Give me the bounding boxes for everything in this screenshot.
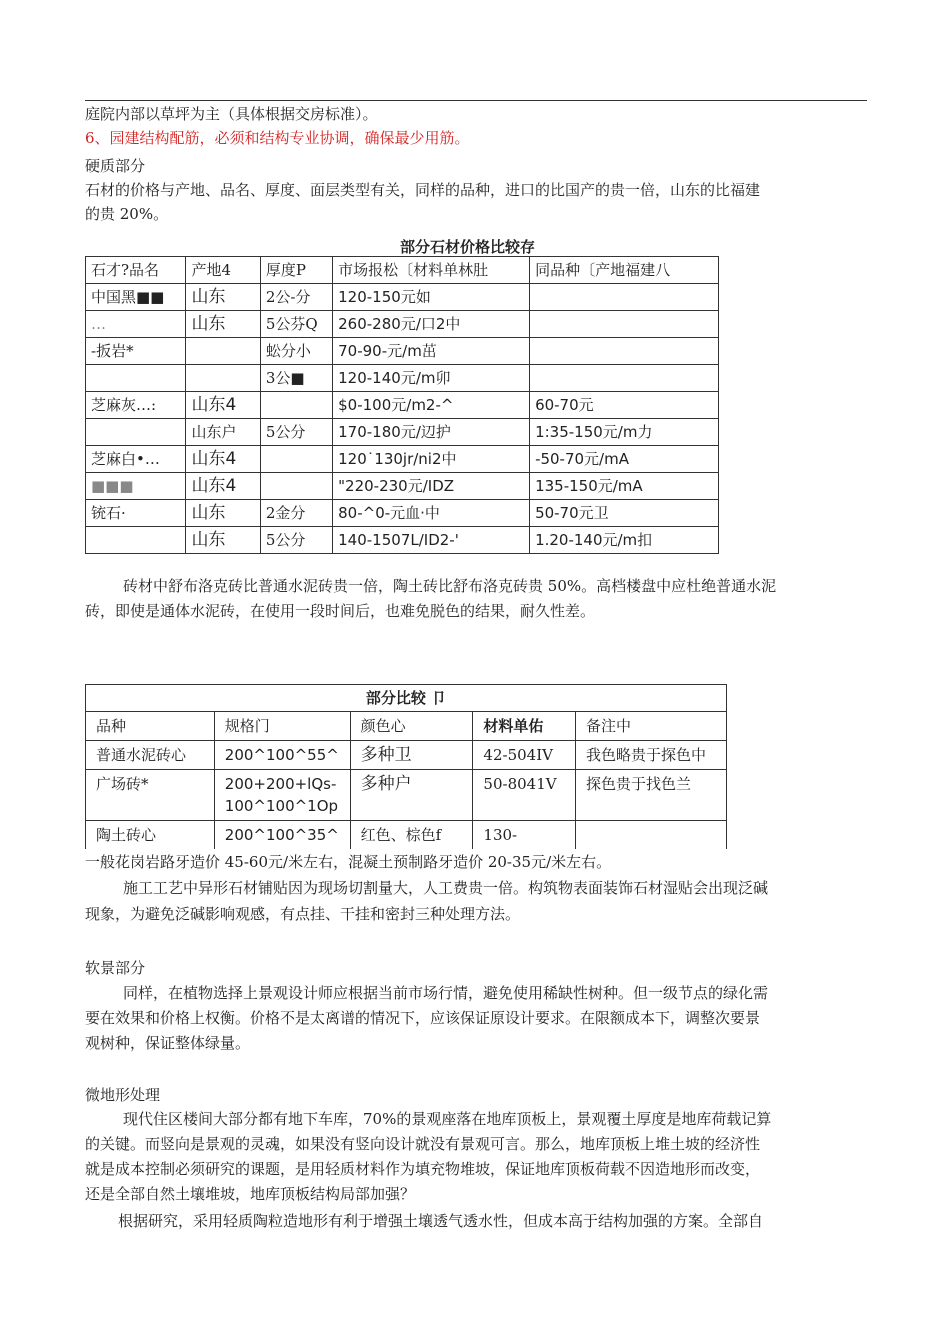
paragraph-stone-b: 的贵 20%。 bbox=[85, 205, 169, 223]
table-cell: 60-70元 bbox=[530, 392, 719, 419]
table-cell bbox=[260, 446, 332, 473]
table-cell: 山东 bbox=[186, 500, 260, 527]
table-cell: 山东 bbox=[186, 311, 260, 338]
heading-hardscape: 硬质部分 bbox=[85, 157, 146, 175]
table-cell bbox=[530, 284, 719, 311]
paragraph-craft-b: 现象，为避免泛碱影响观感，有点挂、干挂和密封三种处理方法。 bbox=[85, 905, 521, 923]
table-cell: 120-150元如 bbox=[333, 284, 530, 311]
table-cell: 2公-分 bbox=[260, 284, 332, 311]
table-cell: 80-^0-元血·中 bbox=[333, 500, 530, 527]
table-row bbox=[86, 392, 719, 419]
paragraph-curb-price: 一般花岗岩路牙造价 45-60元/米左右，混凝土预制路牙造价 20-35元/米左右。 bbox=[85, 853, 612, 871]
paragraph-terrain-b: 的关键。而竖向是景观的灵魂，如果没有竖向设计就没有景观可言。那么，地库顶板上堆土坡的经济性 bbox=[85, 1135, 761, 1153]
table-cell: 蚣分小 bbox=[260, 338, 332, 365]
table-cell: 多种卫 bbox=[350, 741, 473, 770]
paragraph-rebar: 6、园建结构配筋，必须和结构专业协调，确保最少用筋。 bbox=[85, 129, 470, 147]
header-cell: 品种 bbox=[86, 712, 215, 741]
table-row bbox=[86, 311, 719, 338]
table-cell: 我色略贵于探色中 bbox=[576, 741, 727, 770]
table-row bbox=[86, 338, 719, 365]
stone-price-table bbox=[85, 256, 719, 554]
table1-caption: 部分石材价格比较存 bbox=[400, 238, 536, 256]
header-cell: 产地4 bbox=[186, 257, 260, 284]
table-cell: 山东户 bbox=[186, 419, 260, 446]
paragraph-stone-a: 石材的价格与产地、品名、厚度、面层类型有关，同样的品种，进口的比国产的贵一倍，山东的比福建 bbox=[85, 181, 761, 199]
table-cell: 山东4 bbox=[186, 473, 260, 500]
table-cell: 中国黑■■ bbox=[86, 284, 186, 311]
table-cell: 3公■ bbox=[260, 365, 332, 392]
paragraph-terrain-d: 还是全部自然土壤堆坡，地库顶板结构局部加强？ bbox=[85, 1185, 416, 1203]
table-cell: 山东4 bbox=[186, 446, 260, 473]
table-header-row bbox=[86, 257, 719, 284]
table-cell: 铳石· bbox=[86, 500, 186, 527]
table-cell: 42-504IV bbox=[473, 741, 576, 770]
header-cell: 规格门 bbox=[214, 712, 350, 741]
table-cell: 70-90-元/m茁 bbox=[333, 338, 530, 365]
header-rule bbox=[85, 100, 867, 101]
table-cell: 200+200+lQs-100^100^1Op bbox=[214, 770, 350, 821]
paragraph-plants-a: 同样，在植物选择上景观设计师应根据当前市场行情，避免使用稀缺性树种。但一级节点的绿化需 bbox=[123, 984, 769, 1002]
table-cell: … bbox=[86, 311, 186, 338]
table-cell: "220-230元/IDZ bbox=[333, 473, 530, 500]
table-cell: 50-8041V bbox=[473, 770, 576, 821]
paragraph-craft-a: 施工工艺中异形石材铺贴因为现场切割量大，人工费贵一倍。构筑物表面装饰石材湿贴会出现泛碱 bbox=[123, 879, 769, 897]
table-cell bbox=[576, 821, 727, 850]
header-cell: 备注中 bbox=[576, 712, 727, 741]
table-cell bbox=[530, 365, 719, 392]
table-caption-row bbox=[86, 685, 727, 712]
table-cell: 普通水泥砖心 bbox=[86, 741, 215, 770]
paragraph-plants-c: 观树种，保证整体绿量。 bbox=[85, 1034, 251, 1052]
table-cell: 多种户 bbox=[350, 770, 473, 821]
table-cell: 135-150元/mA bbox=[530, 473, 719, 500]
table-cell: 120˙130jr/ni2中 bbox=[333, 446, 530, 473]
brick-comparison-table bbox=[85, 684, 727, 849]
table-cell bbox=[86, 365, 186, 392]
table-cell: -50-70元/mA bbox=[530, 446, 719, 473]
table-cell: 2金分 bbox=[260, 500, 332, 527]
header-cell: 市场报松〔材料单林肚 bbox=[333, 257, 530, 284]
table-row bbox=[86, 770, 727, 821]
table-header-row bbox=[86, 712, 727, 741]
paragraph-lawn: 庭院内部以草坪为主（具体根据交房标准）。 bbox=[85, 105, 378, 123]
table-row bbox=[86, 473, 719, 500]
table-row bbox=[86, 365, 719, 392]
table-cell: 5公芬Q bbox=[260, 311, 332, 338]
table-cell: 170-180元/辺护 bbox=[333, 419, 530, 446]
table-cell: 1.20-140元/m扣 bbox=[530, 527, 719, 554]
table-cell bbox=[260, 392, 332, 419]
heading-softscape: 软景部分 bbox=[85, 959, 146, 977]
table-cell: 260-280元/口2中 bbox=[333, 311, 530, 338]
table-row bbox=[86, 284, 719, 311]
table-cell: 5公分 bbox=[260, 419, 332, 446]
table-cell: 芝麻灰…: bbox=[86, 392, 186, 419]
header-cell: 颜色心 bbox=[350, 712, 473, 741]
table-row bbox=[86, 500, 719, 527]
table-cell: 探色贵于找色兰 bbox=[576, 770, 727, 821]
table-row bbox=[86, 527, 719, 554]
table-cell: 200^100^35^ bbox=[214, 821, 350, 850]
table-cell: -扳岩* bbox=[86, 338, 186, 365]
table-cell: 120-140元/m卯 bbox=[333, 365, 530, 392]
table-cell: 5公分 bbox=[260, 527, 332, 554]
paragraph-brick-a: 砖材中舒布洛克砖比普通水泥砖贵一倍，陶土砖比舒布洛克砖贵 50%。高档楼盘中应杜绝普通水泥 bbox=[123, 577, 777, 595]
table-cell bbox=[86, 527, 186, 554]
paragraph-research: 根据研究，采用轻质陶粒造地形有利于增强土壤透气透水性，但成本高于结构加强的方案。全部自 bbox=[118, 1212, 764, 1230]
table-cell: 200^100^55^ bbox=[214, 741, 350, 770]
table2-caption: 部分比较 卩 bbox=[86, 685, 727, 712]
paragraph-plants-b: 要在效果和价格上权衡。价格不是太离谱的情况下，应该保证原设计要求。在限额成本下，调整次要景 bbox=[85, 1009, 761, 1027]
table-cell bbox=[86, 419, 186, 446]
header-cell: 厚度P bbox=[260, 257, 332, 284]
paragraph-brick-b: 砖，即使是通体水泥砖，在使用一段时间后，也难免脱色的结果，耐久性差。 bbox=[85, 602, 596, 620]
table-cell: $0-100元/m2-^ bbox=[333, 392, 530, 419]
table-cell bbox=[186, 365, 260, 392]
table-cell: 芝麻白•… bbox=[86, 446, 186, 473]
table-row bbox=[86, 821, 727, 850]
table-row bbox=[86, 419, 719, 446]
table-cell: 140-1507L/ID2-' bbox=[333, 527, 530, 554]
table-cell: 广场砖* bbox=[86, 770, 215, 821]
table-cell: 130- bbox=[473, 821, 576, 850]
header-cell: 石才?品名 bbox=[86, 257, 186, 284]
header-cell: 材料单佑 bbox=[473, 712, 576, 741]
paragraph-terrain-c: 就是成本控制必须研究的课题，是用轻质材料作为填充物堆坡，保证地库顶板荷载不因造地形而改变， bbox=[85, 1160, 761, 1178]
table-cell: 山东 bbox=[186, 284, 260, 311]
table-cell: ■■■ bbox=[86, 473, 186, 500]
table-cell: 50-70元卫 bbox=[530, 500, 719, 527]
table-cell: 山东4 bbox=[186, 392, 260, 419]
table-row bbox=[86, 446, 719, 473]
table-row bbox=[86, 741, 727, 770]
header-cell: 同品种〔产地福建八 bbox=[530, 257, 719, 284]
table-cell bbox=[260, 473, 332, 500]
table-cell: 1:35-150元/m力 bbox=[530, 419, 719, 446]
table-cell: 红色、棕色f bbox=[350, 821, 473, 850]
table-cell bbox=[530, 311, 719, 338]
table-cell: 山东 bbox=[186, 527, 260, 554]
table-cell bbox=[530, 338, 719, 365]
table-cell bbox=[186, 338, 260, 365]
heading-micro-terrain: 微地形处理 bbox=[85, 1086, 161, 1104]
paragraph-terrain-a: 现代住区楼间大部分都有地下车库，70%的景观座落在地库顶板上，景观覆土厚度是地库荷载记算 bbox=[123, 1110, 772, 1128]
table-cell: 陶土砖心 bbox=[86, 821, 215, 850]
